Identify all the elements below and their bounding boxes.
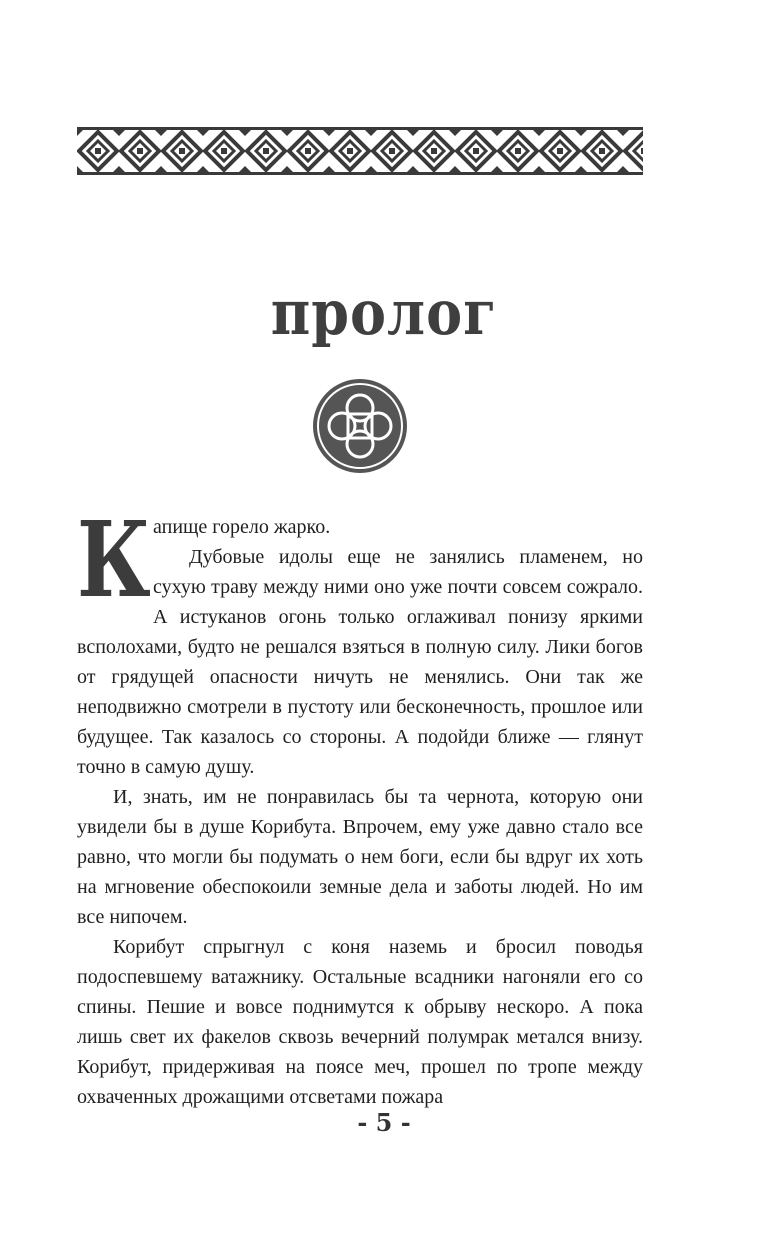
page-number: - 5 - [357,1108,411,1137]
paragraph: апище горело жарко. [153,516,331,538]
paragraph: И, знать, им не понравилась бы та чернота, которую они увидели бы в душе Корибута. Впрочем, ему уже давно стало все равно, что могли бы подумать о нем боги, если бы вдруг их хоть на мгновение обеспокоили земные дела и заботы людей. Но им все нипочем. [77,786,643,928]
paragraph: Дубовые идолы еще не занялись пламенем, но сухую траву между ними оно уже почти совсем сожрало. А истуканов огонь только оглаживал понизу яркими всполохами, будто не решался взяться в полную силу. Лики богов от грядущей опасности ничуть не менялись. Они так же неподвижно смотрели в пустоту или бесконечность, прошлое или будущее. Так казалось со стороны. А подойди ближе — глянут точно в самую душу. [77,546,643,778]
ornament-band [77,127,643,175]
celtic-knot-emblem [312,378,408,474]
chapter-text [77,498,643,1112]
folk-pattern-ornament [77,130,643,172]
chapter-title: пролог [270,275,498,349]
paragraph: Корибут спрыгнул с коня наземь и бросил поводья подоспевшему ватажнику. Остальные всадники нагоняли его со спины. Пешие и вовсе поднимутся к обрыву нескоро. А пока лишь свет их факелов сквозь вечерний полумрак метался внизу. Корибут, придерживая на поясе меч, прошел по тропе между охваченных дрожащими отсветами пожара [77,936,643,1108]
drop-cap: К [77,498,151,621]
